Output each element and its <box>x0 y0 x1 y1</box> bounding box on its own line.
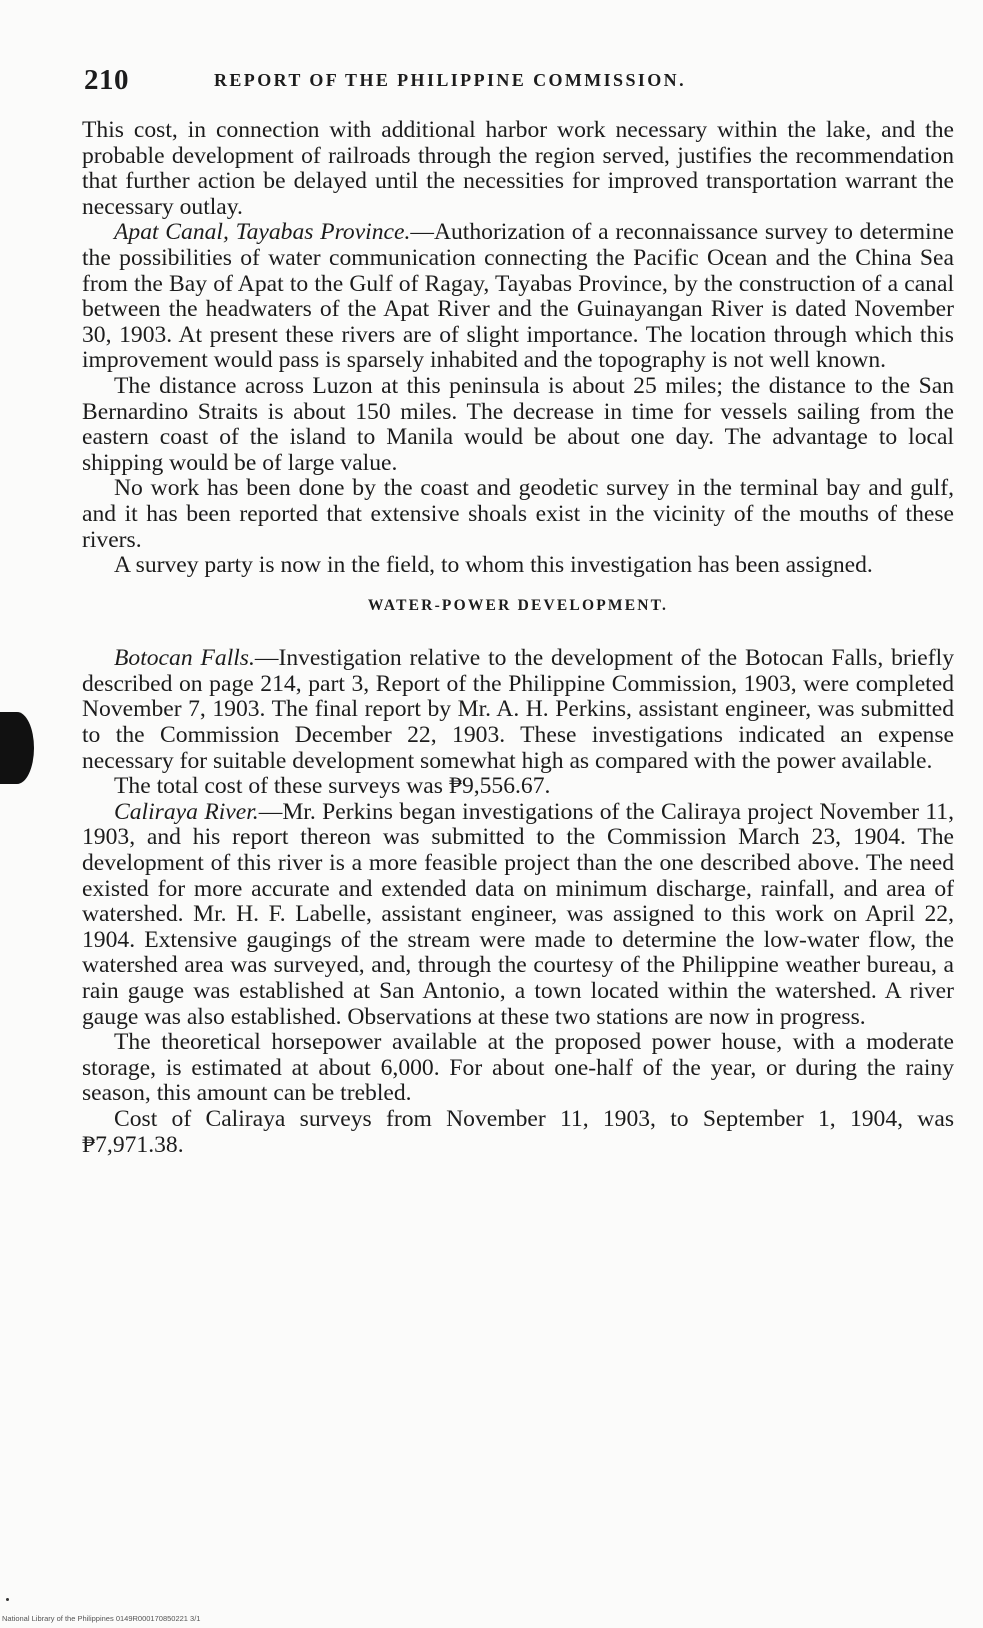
paragraph-lead-apat-canal: Apat Canal, Tayabas Province. <box>114 219 411 246</box>
paragraph-survey-shoals: No work has been done by the coast and geodetic survey in the terminal bay and gulf, and it has been reported that extensive shoals exist in the vicinity of the mouths of these rivers. <box>82 475 954 553</box>
body-text <box>82 118 954 1158</box>
paragraph-luzon-distance: The distance across Luzon at this peninsula is about 25 miles; the distance to the San Bernardino Straits is about 150 miles. The decrease in time for vessels sailing from the eastern coast of the island to Manila would be about one day. The advantage to local shipping would be of large value. <box>82 372 954 476</box>
page-header <box>84 64 824 100</box>
page-number: 210 <box>84 64 129 96</box>
footer-imprint: National Library of the Philippines 0149R000170850221 3/1 <box>2 1614 201 1623</box>
scan-speck <box>6 1598 9 1601</box>
paragraph-botocan-falls <box>82 646 954 774</box>
paragraph-horsepower: The theoretical horsepower available at the proposed power house, with a moderate storage, is estimated at about 6,000. For about one-half of the year, or during the rainy season, this amount can be trebled. <box>82 1029 954 1107</box>
paragraph-survey-party: A survey party is now in the field, to whom this investigation has been assigned. <box>114 552 873 579</box>
paragraph-botocan-cost: The total cost of these surveys was ₱9,556.67. <box>114 773 551 800</box>
paragraph-body-botocan-falls: —Investigation relative to the development of the Botocan Falls, briefly described on page 214, part 3, Report of the Philippine Commission, 1903, were completed November 7, 1903. The final report by Mr. A. H. Perkins, assistant engineer, was submitted to the Commission December 22, 1903. These investigations indicated an expense necessary for suitable development somewhat high as compared with the power available. <box>82 645 954 774</box>
paragraph-caliraya-river <box>82 800 954 1030</box>
paragraph-body-apat-canal: —Authorization of a reconnaissance survey to determine the possibilities of water communication connecting the Pacific Ocean and the China Sea from the Bay of Apat to the Gulf of Ragay, Tayabas Province, by the construction of a canal between the headwaters of the Apat River and the Guinayangan River is dated November 30, 1903. At present these rivers are of slight importance. The location through which this improvement would pass is sparsely inhabited and the topography is not well known. <box>82 219 954 374</box>
running-head: REPORT OF THE PHILIPPINE COMMISSION. <box>214 70 686 90</box>
paragraph-apat-canal <box>82 220 954 374</box>
section-heading: WATER-POWER DEVELOPMENT. <box>367 596 669 614</box>
paragraph-lead-botocan-falls: Botocan Falls. <box>114 645 255 672</box>
paragraph-caliraya-cost: Cost of Caliraya surveys from November 11, 1903, to September 1, 1904, was ₱7,971.38. <box>82 1105 954 1158</box>
paragraph-cost-continuation: This cost, in connection with additional harbor work necessary within the lake, and the probable development of railroads through the region served, justifies the recommendation that further action be delayed until the necessities for improved transportation warrant the necessary outlay. <box>82 117 954 220</box>
page-edge-shadow <box>0 712 34 784</box>
paragraph-body-caliraya-river: —Mr. Perkins began investigations of the Caliraya project November 11, 1903, and his report thereon was submitted to the Commission March 23, 1904. The development of this river is a more feasible project than the one described above. The need existed for more accurate and extended data on minimum discharge, rainfall, and area of watershed. Mr. H. F. Labelle, assistant engineer, was assigned to this work on April 22, 1904. Extensive gaugings of the stream were made to determine the low-water flow, the watershed area was surveyed, and, through the courtesy of the Philippine weather bureau, a rain gauge was established at San Antonio, a town located within the watershed. A river gauge was also established. Observations at these two stations are now in progress. <box>82 798 954 1030</box>
paragraph-lead-caliraya-river: Caliraya River. <box>114 798 259 825</box>
